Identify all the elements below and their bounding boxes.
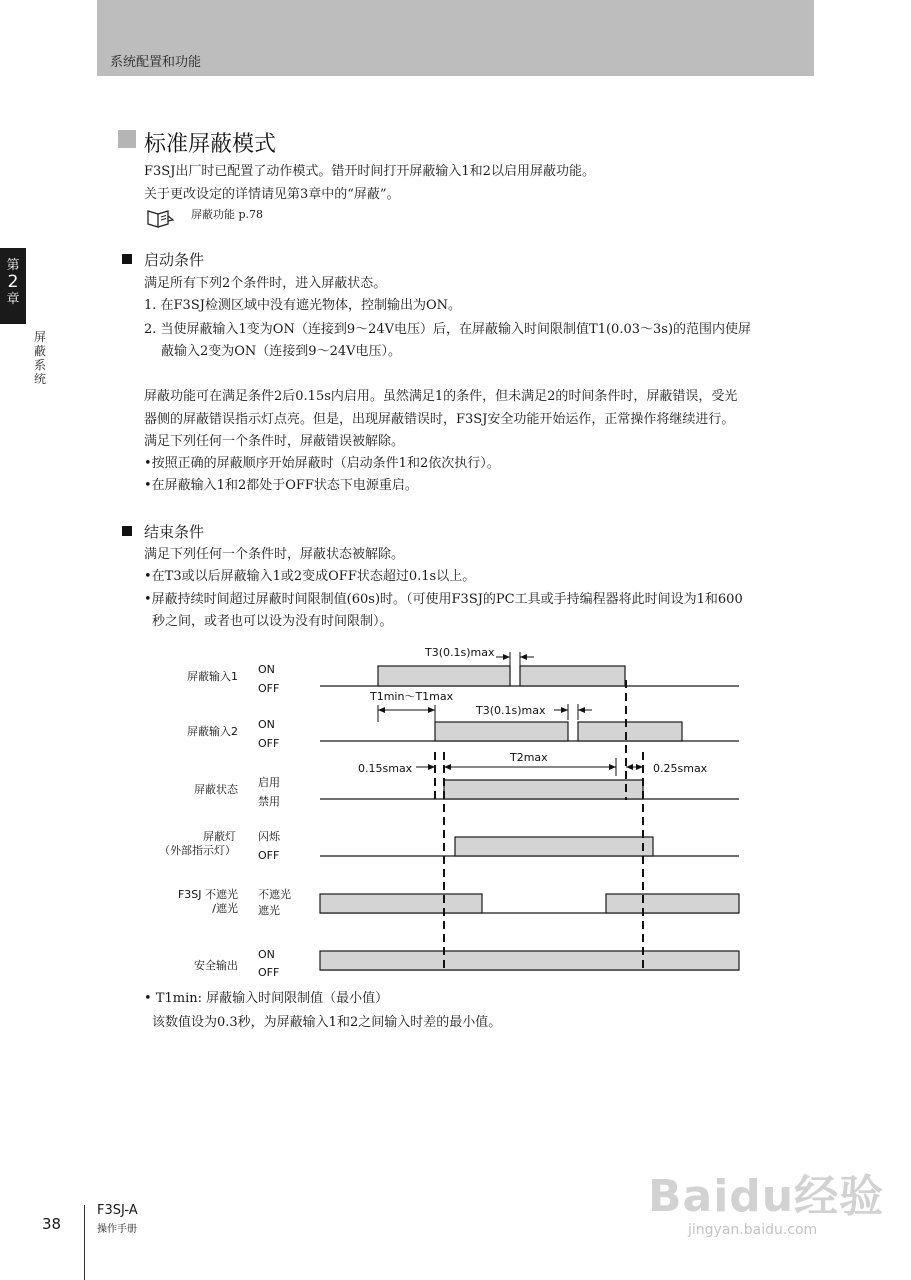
level-off-6: OFF [258,966,280,979]
end-conditions-title: 结束条件 [144,523,205,541]
start-line-4: 蔽输入2变为ON（连接到9～24V电压）。 [161,344,402,359]
level-blink: 闪烁 [258,830,280,843]
end-line-3: •屏蔽持续时间超过屏蔽时间限制值(60s)时。（可使用F3SJ的PC工具或手持编程器将此时间设为1和600 [144,592,743,607]
level-on-2: ON [258,718,275,731]
level-disabled: 禁用 [258,795,280,808]
level-enabled: 启用 [258,776,280,789]
level-off-lamp: OFF [258,849,280,862]
annotation-t3-top: T3(0.1s)max [425,646,495,659]
arrowhead [503,654,510,660]
arrowhead [609,764,616,770]
arrowhead [626,764,633,770]
note-line-2: 该数值设为0.3秒，为屏蔽输入1和2之间输入时差的最小值。 [152,1015,502,1030]
annotation-t025: 0.25smax [653,762,708,775]
annotation-t2: T2max [510,751,548,764]
pulse-input2-a [435,722,568,741]
pulse-input1-b [520,666,625,686]
footer-manual: 操作手册 [97,1224,137,1235]
pulse-input1-a [378,666,510,686]
section-title: 标准屏蔽模式 [144,132,277,157]
signal-label-mute-state: 屏蔽状态 [194,783,238,796]
level-off-1: OFF [258,682,280,695]
reference-link[interactable]: 屏蔽功能 p.78 [191,208,264,221]
pulse-f3sj-b [606,894,739,913]
start-para-3: 满足下列任何一个条件时，屏蔽错误被解除。 [144,434,405,449]
arrowhead [428,707,435,713]
watermark-logo: Baidu经验 [648,1171,885,1222]
annotation-t015: 0.15smax [358,762,413,775]
arrowhead [561,707,568,713]
pulse-input2-b [578,722,682,741]
start-para-1: 屏蔽功能可在满足条件2后0.15s内启用。虽然满足1的条件，但未满足2的时间条件时，屏蔽错误，受光 [144,389,738,404]
signal-label-safety-output: 安全输出 [194,959,238,972]
page-number: 38 [42,1215,62,1233]
intro-line-1: F3SJ出厂时已配置了动作模式。错开时间打开屏蔽输入1和2以启用屏蔽功能。 [144,164,595,179]
end-line-4: 秒之间，或者也可以设为没有时间限制）。 [152,614,393,629]
signal-label-mute-input-2: 屏蔽输入2 [187,725,238,738]
level-on-1: ON [258,663,275,676]
arrowhead [578,707,585,713]
watermark-url: jingyan.baidu.com [688,1222,818,1238]
header-section-title: 系统配置和功能 [110,55,202,70]
arrowhead [636,764,643,770]
arrowhead [378,707,385,713]
start-line-2: 1. 在F3SJ检测区域中没有遮光物体，控制输出为ON。 [144,298,461,313]
signal-label-f3sj-sub: /遮光 [212,902,238,915]
chapter-number: 2 [7,272,19,292]
pulse-f3sj-a [320,894,482,913]
annotation-t3-mid: T3(0.1s)max [476,704,546,717]
level-on-6: ON [258,948,275,961]
start-para-5: •在屏蔽输入1和2都处于OFF状态下电源重启。 [144,478,418,493]
start-line-1: 满足所有下列2个条件时，进入屏蔽状态。 [144,276,387,291]
signal-label-mute-lamp-sub: （外部指示灯） [159,844,236,857]
note-line-1: • T1min: 屏蔽输入时间限制值（最小值） [144,991,389,1006]
arrowhead [444,764,451,770]
chapter-prefix: 第 [6,258,20,273]
start-line-3: 2. 当使屏蔽输入1变为ON（连接到9～24V电压）后，在屏蔽输入时间限制值T1(0.03～3s)的范围内使屏 [144,322,752,337]
pulse-safety-output [320,951,739,970]
end-line-2: •在T3或以后屏蔽输入1或2变成OFF状态超过0.1s以上。 [144,569,476,584]
end-line-1: 满足下列任何一个条件时，屏蔽状态被解除。 [144,547,405,562]
intro-line-2: 关于更改设定的详情请见第3章中的“屏蔽”。 [144,187,400,202]
footer-product: F3SJ-A [97,1203,138,1218]
level-unblocked: 不遮光 [258,888,291,901]
pulse-mute-state [444,780,643,799]
signal-label-f3sj: F3SJ 不遮光 [177,888,238,901]
signal-label-mute-input-1: 屏蔽输入1 [187,670,238,683]
start-conditions-title: 启动条件 [144,251,205,269]
signal-label-mute-lamp: 屏蔽灯 [203,830,236,843]
annotation-t1: T1min～T1max [370,690,454,703]
chapter-label: 屏蔽系统 [33,330,46,386]
chapter-suffix: 章 [6,292,20,307]
pulse-mute-lamp [455,837,653,856]
level-off-2: OFF [258,737,280,750]
arrowhead [428,764,435,770]
footer-rule [84,1205,85,1280]
arrowhead [520,654,527,660]
level-blocked: 遮光 [258,904,280,917]
start-para-2: 器侧的屏蔽错误指示灯点亮。但是，出现屏蔽错误时，F3SJ安全功能开始运作，正常操作将继续进行。 [144,412,735,427]
start-para-4: •按照正确的屏蔽顺序开始屏蔽时（启动条件1和2依次执行）。 [144,456,500,471]
